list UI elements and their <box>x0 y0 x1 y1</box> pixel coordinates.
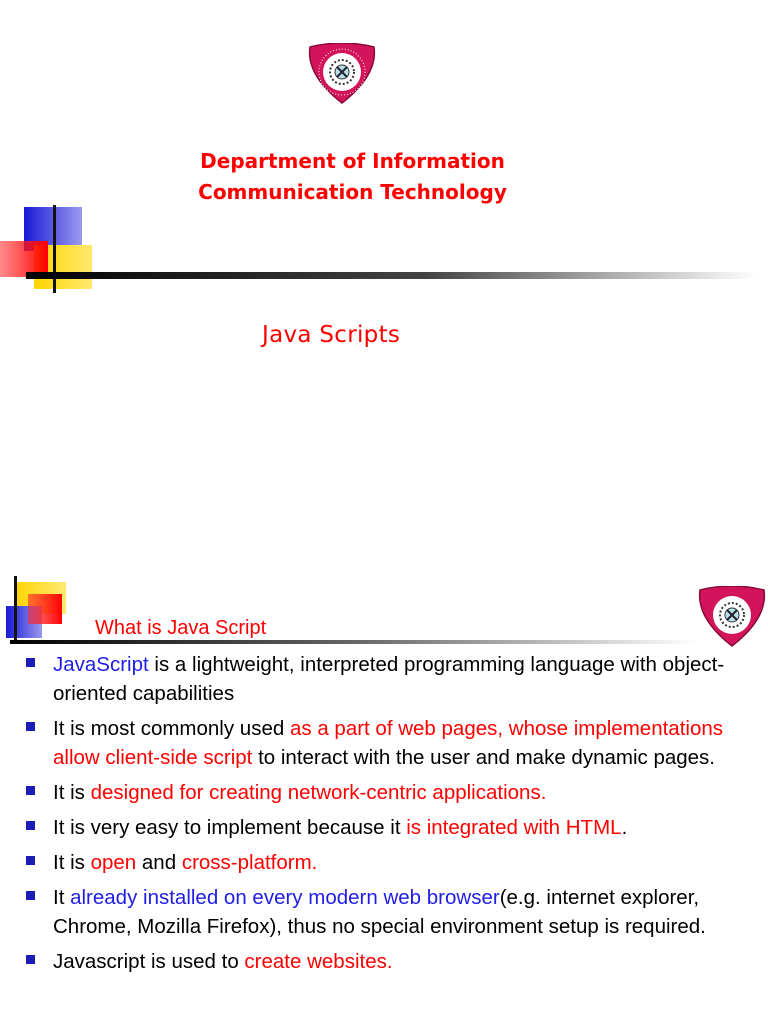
bullet-text-run: It <box>53 886 71 909</box>
bullet-square-icon <box>26 722 35 731</box>
bullet-text-run: designed for creating network-centric applications. <box>90 781 547 804</box>
bullet-item <box>22 947 762 976</box>
title-divider-line <box>26 272 756 279</box>
bullet-text-run: and <box>136 851 182 874</box>
bullet-item <box>22 714 762 772</box>
bullet-text-run: create websites. <box>244 950 393 973</box>
department-line-1: Department of Information <box>200 149 505 173</box>
bullet-item <box>22 778 762 807</box>
polytechnic-logo-icon <box>694 586 768 648</box>
slide-subtitle: Java Scripts <box>262 322 401 348</box>
bullet-text-run: It is very easy to implement because it <box>53 816 407 839</box>
bullet-square-icon <box>26 955 35 964</box>
bullet-text-run: is a lightweight, interpreted programming language with object-oriented capabilities <box>53 653 725 705</box>
content-slide <box>0 570 768 1024</box>
bullet-text-run: It is <box>53 781 91 804</box>
bullet-text-run: JavaScript <box>53 653 149 676</box>
bullet-list <box>22 650 762 982</box>
slide-title: What is Java Script <box>95 617 267 639</box>
bullet-square-icon <box>26 658 35 667</box>
bullet-item <box>22 813 762 842</box>
department-line-2: Communication Technology <box>198 180 507 204</box>
polytechnic-logo-icon <box>304 43 380 105</box>
title-divider-line <box>10 640 700 644</box>
bullet-square-icon <box>26 891 35 900</box>
bullet-text-run: Javascript is used to <box>53 950 245 973</box>
bullet-text-run: (e.g. internet explorer, Chrome, Mozilla Firefox), thus no special environment setup is required. <box>53 886 706 938</box>
bullet-text-run: It is most commonly used <box>53 717 290 740</box>
bullet-text-run: It is <box>53 851 91 874</box>
bullet-item <box>22 650 762 708</box>
bullet-text-run: . <box>621 816 628 839</box>
bullet-square-icon <box>26 786 35 795</box>
bullet-square-icon <box>26 856 35 865</box>
decorative-squares-icon <box>0 205 100 295</box>
bullet-text-run: cross-platform. <box>181 851 318 874</box>
bullet-text-run: already installed on every modern web browser <box>70 886 500 909</box>
bullet-item <box>22 848 762 877</box>
bullet-square-icon <box>26 821 35 830</box>
decorative-squares-icon <box>4 576 76 642</box>
department-heading <box>140 146 565 208</box>
bullet-text-run: as a part of web pages, whose implementations allow client-side script <box>53 717 723 769</box>
bullet-text-run: open <box>90 851 137 874</box>
bullet-item <box>22 883 762 941</box>
bullet-text-run: is integrated with HTML <box>406 816 622 839</box>
bullet-text-run: to interact with the user and make dynamic pages. <box>252 746 716 769</box>
